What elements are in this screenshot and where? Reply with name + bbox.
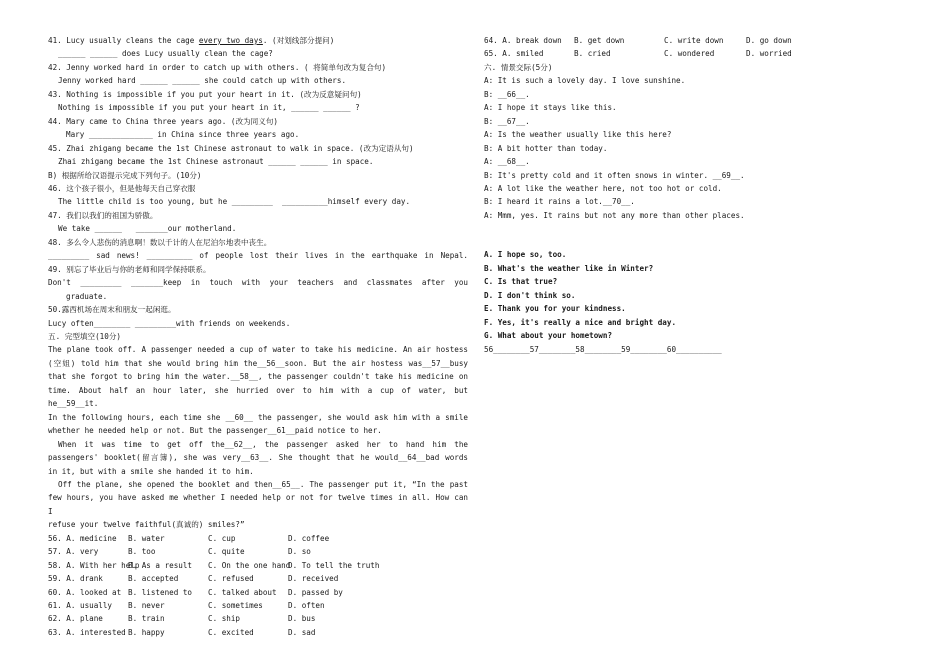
dialog-line: A: It is such a lovely day. I love sunshine.: [484, 76, 686, 86]
choice-item: B. What's the weather like in Winter?: [484, 263, 654, 273]
left-column: [48, 34, 468, 639]
passage-line: The plane took off. A passenger needed a cup of water to take his medicine. An air hostess: [48, 345, 468, 355]
cloze-passage: [48, 343, 468, 531]
option-row-58: 58. A. With her helpB. As a result C. On the one handD. To tell the truth: [48, 560, 380, 570]
passage-line: that she forgot to bring him the water.__58__, the passenger couldn't take his medicine on: [48, 372, 468, 382]
q43-answer: Nothing is impossible if you put your heart in it, ______ ______ ?: [58, 103, 360, 113]
option-row-63: 63. A. interested B. happy C. excited D. sad: [48, 627, 316, 637]
option-row-62: 62. A. plane B. train C. ship D. bus: [48, 614, 316, 624]
passage-line: in it, but with a smile she handed it to him.: [48, 466, 254, 476]
passage-line: In the following hours, each time she __60__ the passenger, she would ask him with a smile: [48, 412, 468, 422]
section-5-heading: 五. 完型填空(10分): [48, 331, 121, 341]
passage-line: time. About half an hour later, she hurried over to him with a cup of water, but he__59__it.: [48, 385, 468, 409]
section-6-heading: 六. 情景交际(5分): [484, 62, 553, 72]
q44-answer: Mary ______________ in China since three years ago.: [66, 130, 300, 140]
section-b-heading: B) 根据所给汉语提示完成下列句子。(10分): [48, 170, 202, 180]
passage-line: (空姐) told him that she would bring him the__56__soon. But the air hostess was__57__busy: [48, 358, 468, 368]
dialog-line: A: A lot like the weather here, not too hot or cold.: [484, 183, 722, 193]
q47-answer: We take ______ _______our motherland.: [58, 224, 237, 234]
dialog-line: B: I heard it rains a lot.__70__.: [484, 197, 635, 207]
q47: 47. 我们以我们的祖国为骄傲。: [48, 210, 158, 220]
q49: 49. 别忘了毕业后与你的老师和同学保持联系。: [48, 264, 211, 274]
dialog-line: A: Mmm, yes. It rains but not any more than other places.: [484, 210, 745, 220]
dialog: [484, 61, 904, 222]
dialog-line: B: A bit hotter than today.: [484, 143, 608, 153]
passage-line: whether he needed help or not. But the passenger__61__paid notice to her.: [48, 426, 382, 436]
q46-answer: The little child is too young, but he _________ __________himself every day.: [58, 197, 411, 207]
q41: 41. Lucy usually cleans the cage every two days. (对划线部分提问): [48, 36, 335, 45]
q45-answer: Zhai zhigang became the 1st Chinese astronaut ______ ______ in space.: [58, 157, 374, 167]
choice-item: C. Is that true?: [484, 277, 558, 287]
dialog-line: A: __68__.: [484, 157, 530, 167]
option-row-60: 60. A. looked at B. listened to C. talked about D. passed by: [48, 587, 343, 597]
answer-line: 56________57________58________59________60__________: [484, 344, 722, 354]
option-row-59: 59. A. drank B. accepted C. refused D. received: [48, 574, 339, 584]
q48: 48. 多么令人悲伤的消息啊！数以千计的人在尼泊尔地表中丧生。: [48, 237, 272, 247]
spacer: [484, 222, 904, 248]
dialog-line: A: Is the weather usually like this here?: [484, 130, 672, 140]
passage-line: few hours, you have asked me whether I needed help or not for twelve times in all. How can I: [48, 493, 468, 516]
q48-answer: _________ sad news! __________ of people lost their lives in the earthquake in Nepal.: [48, 251, 468, 261]
q41-answer: ______ ______ does Lucy usually clean the cage?: [58, 49, 273, 59]
choice-item: F. Yes, it's really a nice and bright day.: [484, 317, 677, 327]
dialog-line: B: __67__.: [484, 116, 530, 126]
q43: 43. Nothing is impossible if you put your heart in it. (改为反意疑问句): [48, 89, 362, 99]
dialog-line: B: __66__.: [484, 89, 530, 99]
q44: 44. Mary came to China three years ago. (改为同义句): [48, 116, 278, 126]
q49-answer-cont: graduate.: [66, 291, 108, 301]
passage-line: passengers' booklet(留言簿), she was very__63__. She thought that he would__64__bad words: [48, 453, 468, 463]
q45: 45. Zhai zhigang became the 1st Chinese astronaut to walk in space. (改为定语从句): [48, 143, 414, 153]
passage-line: refuse your twelve faithful(真诚的) smiles?”: [48, 520, 245, 530]
q50-answer: Lucy often________ _________with friends on weekends.: [48, 318, 291, 328]
option-row-65: 65. A. smiled B. cried C. wondered D. worried: [484, 49, 792, 59]
dialog-choices: [484, 248, 904, 342]
choice-item: D. I don't think so.: [484, 290, 576, 300]
q42: 42. Jenny worked hard in order to catch up with others. ( 将简单句改为复合句): [48, 62, 387, 72]
choice-item: G. What about your hometown?: [484, 331, 613, 341]
q50: 50.露西机场在周末和朋友一起闲逛。: [48, 305, 176, 315]
passage-line: Off the plane, she opened the booklet and then__65__. The passenger put it, “In the past: [58, 479, 468, 489]
option-row-57: 57. A. very B. too C. quite D. so: [48, 547, 311, 557]
choice-item: A. I hope so, too.: [484, 250, 567, 260]
q49-answer: Don't _________ _______keep in touch with your teachers and classmates after you: [48, 278, 468, 288]
option-row-61: 61. A. usually B. never C. sometimes D. often: [48, 601, 325, 611]
option-row-64: 64. A. break down B. get down C. write down D. go down: [484, 36, 792, 45]
right-column: [484, 34, 904, 356]
option-row-56: 56. A. medicine B. water C. cup D. coffee: [48, 533, 330, 543]
q46: 46. 这个孩子很小，但是他每天自己穿衣服: [48, 183, 196, 193]
choice-item: E. Thank you for your kindness.: [484, 304, 626, 314]
passage-line: When it was time to get off the__62__, the passenger asked her to hand him the: [58, 439, 468, 449]
q42-answer: Jenny worked hard ______ ______ she could catch up with others.: [58, 76, 347, 86]
cloze-options: [48, 532, 468, 640]
dialog-line: B: It's pretty cold and it often snows in winter. __69__.: [484, 170, 745, 180]
dialog-line: A: I hope it stays like this.: [484, 103, 617, 113]
